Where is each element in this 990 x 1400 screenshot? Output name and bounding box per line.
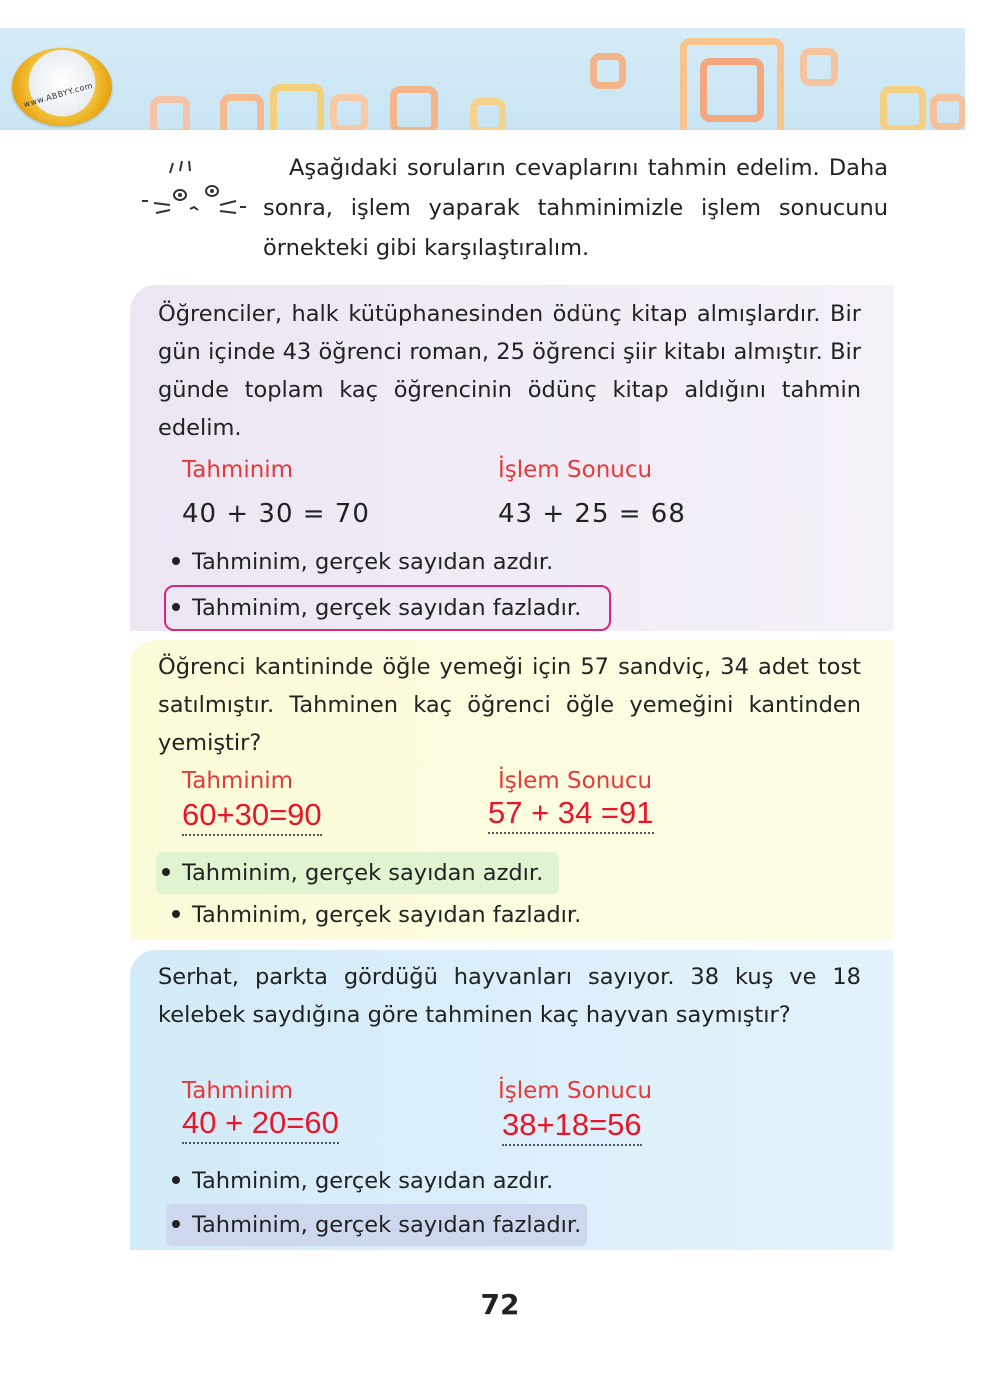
result-value: 43 + 25 = 68 <box>498 499 686 529</box>
option-text: Tahminim, gerçek sayıdan azdır. <box>182 860 544 886</box>
question-text: Öğrenciler, halk kütüphanesinden ödünç kitap almışlardır. Bir gün içinde 43 öğrenci roman, 25 öğrenci şiir kitabı almıştır. Bir günde toplam kaç öğrencinin ödünç kitap aldığını tahmin edelim. <box>158 301 861 441</box>
question-text: Öğrenci kantininde öğle yemeği için 57 sandviç, 34 adet tost satılmıştır. Tahminen kaç öğrenci öğle yemeğini kantinden yemiştir? <box>158 654 861 756</box>
cat-face-icon <box>140 155 250 265</box>
estimate-label: Tahminim <box>182 1078 294 1104</box>
option-text: Tahminim, gerçek sayıdan azdır. <box>192 549 554 575</box>
option-text: Tahminim, gerçek sayıdan fazladır. <box>192 595 582 621</box>
decor-square <box>470 98 506 130</box>
question-panel-3 <box>130 950 893 1250</box>
estimate-value: 40 + 30 = 70 <box>182 499 370 529</box>
estimate-answer[interactable]: 40 + 20=60 <box>182 1106 339 1144</box>
logo-text: www.ABBYY.com <box>22 80 94 110</box>
bullet-icon <box>172 910 180 918</box>
option-less-selected[interactable] <box>156 852 559 894</box>
result-label: İşlem Sonucu <box>498 1078 653 1104</box>
estimate-answer[interactable]: 60+30=90 <box>182 798 322 836</box>
option-more[interactable] <box>172 900 581 930</box>
question-text: Serhat, parkta gördüğü hayvanları sayıyor. 38 kuş ve 18 kelebek saydığına göre tahminen kaç hayvan saymıştır? <box>158 964 861 1028</box>
decor-square <box>930 94 965 130</box>
decor-square <box>330 94 368 130</box>
option-more-selected[interactable] <box>166 1204 587 1246</box>
decor-square <box>220 94 264 130</box>
decor-square <box>700 58 764 122</box>
decor-square <box>270 84 324 130</box>
bullet-icon <box>172 557 180 565</box>
decor-square <box>390 86 438 130</box>
page-number: 72 <box>480 1288 520 1321</box>
result-label: İşlem Sonucu <box>498 768 653 794</box>
estimate-label: Tahminim <box>182 457 294 483</box>
bullet-icon <box>162 868 170 876</box>
option-text: Tahminim, gerçek sayıdan fazladır. <box>192 1212 582 1238</box>
decor-square <box>590 53 626 89</box>
result-answer[interactable]: 57 + 34 =91 <box>488 796 654 834</box>
decor-square <box>880 86 926 130</box>
option-more-selected[interactable] <box>164 585 611 631</box>
decor-square <box>150 96 190 130</box>
result-answer[interactable]: 38+18=56 <box>502 1108 642 1146</box>
option-text: Tahminim, gerçek sayıdan fazladır. <box>192 902 582 928</box>
question-panel-2 <box>130 640 893 940</box>
estimate-label: Tahminim <box>182 768 294 794</box>
bullet-icon <box>172 603 180 611</box>
header-decoration <box>0 28 965 130</box>
option-less[interactable] <box>172 1166 553 1196</box>
intro-text: Aşağıdaki soruların cevaplarını tahmin edelim. Daha sonra, işlem yaparak tahminimizle işlem sonucunu örnekteki gibi karşılaştıralım. <box>263 155 888 261</box>
bullet-icon <box>172 1176 180 1184</box>
option-less[interactable] <box>172 547 553 577</box>
result-label: İşlem Sonucu <box>498 457 653 483</box>
decor-square <box>800 48 838 86</box>
question-panel-1 <box>130 285 893 631</box>
option-text: Tahminim, gerçek sayıdan azdır. <box>192 1168 554 1194</box>
bullet-icon <box>172 1220 180 1228</box>
